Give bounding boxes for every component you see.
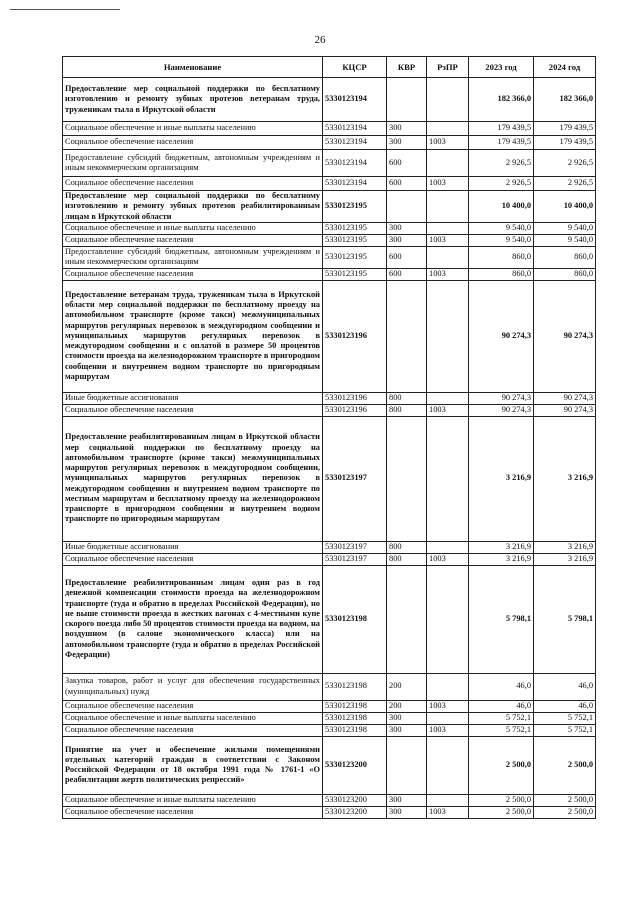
cell-rzpr xyxy=(427,247,469,269)
cell-name: Социальное обеспечение населения xyxy=(63,724,323,736)
cell-name: Иные бюджетные ассигнования xyxy=(63,541,323,553)
table-row xyxy=(63,136,596,150)
table-row xyxy=(63,78,596,122)
table-row xyxy=(63,223,596,235)
table-row xyxy=(63,404,596,416)
cell-name: Предоставление мер социальной поддержки по бесплатному изготовлению и ремонту зубных протезов ветеранам труда, труженикам тыла в Иркутской области xyxy=(63,78,323,122)
cell-2023: 860,0 xyxy=(469,268,534,280)
cell-name: Социальное обеспечение населения xyxy=(63,136,323,150)
cell-kvr xyxy=(387,280,427,392)
cell-2023: 2 500,0 xyxy=(469,794,534,806)
page-number: 26 xyxy=(314,34,326,46)
cell-code: 5330123194 xyxy=(323,122,387,136)
cell-2024: 2 926,5 xyxy=(534,150,596,177)
cell-rzpr: 1003 xyxy=(427,404,469,416)
cell-kvr xyxy=(387,736,427,794)
cell-name: Социальное обеспечение населения xyxy=(63,404,323,416)
cell-2023: 90 274,3 xyxy=(469,280,534,392)
cell-2024: 10 400,0 xyxy=(534,191,596,223)
cell-kvr xyxy=(387,78,427,122)
cell-code: 5330123196 xyxy=(323,404,387,416)
cell-rzpr xyxy=(427,280,469,392)
table-row xyxy=(63,673,596,700)
cell-kvr: 800 xyxy=(387,541,427,553)
cell-kvr: 600 xyxy=(387,177,427,191)
cell-2024: 9 540,0 xyxy=(534,235,596,247)
cell-kvr xyxy=(387,191,427,223)
table-row xyxy=(63,268,596,280)
cell-kvr: 300 xyxy=(387,806,427,818)
cell-2024: 5 752,1 xyxy=(534,712,596,724)
cell-2024: 9 540,0 xyxy=(534,223,596,235)
cell-name: Социальное обеспечение и иные выплаты населению xyxy=(63,122,323,136)
cell-2024: 860,0 xyxy=(534,247,596,269)
cell-rzpr xyxy=(427,150,469,177)
cell-2023: 9 540,0 xyxy=(469,235,534,247)
cell-2024: 2 500,0 xyxy=(534,806,596,818)
cell-2024: 90 274,3 xyxy=(534,280,596,392)
cell-rzpr xyxy=(427,416,469,541)
cell-name: Предоставление реабилитированным лицам один раз в год денежной компенсации стоимости проезда на железнодорожном транспорте (туда и обратно в пределах Российской Федерации), но не выше стоимости проезда в жестких вагонах с 4-местными купе скорого поезда либо 50 процентов стоимости проезда на водном, на воздушном (в салоне экономического класса) или на автомобильном транспорте (туда и обратно в пределах Российской Федерации) xyxy=(63,565,323,673)
cell-rzpr xyxy=(427,223,469,235)
cell-code: 5330123195 xyxy=(323,191,387,223)
cell-2024: 860,0 xyxy=(534,268,596,280)
cell-name: Предоставление субсидий бюджетным, автономным учреждениям и иным некоммерческим организациям xyxy=(63,247,323,269)
table-row xyxy=(63,736,596,794)
cell-name: Закупка товаров, работ и услуг для обеспечения государственных (муниципальных) нужд xyxy=(63,673,323,700)
cell-rzpr xyxy=(427,673,469,700)
cell-2024: 46,0 xyxy=(534,673,596,700)
cell-rzpr: 1003 xyxy=(427,700,469,712)
cell-name: Предоставление ветеранам труда, труженикам тыла в Иркутской области мер социальной поддержки по бесплатному проезду на автомобильном транспорте (кроме такси) межмуниципальных маршрутов регулярных перевозок в междугородном сообщении и муниципальных маршрутов регулярных перевозок в междугородном сообщении и с оплатой в размере 50 процентов стоимости проезда на железнодорожном транспорте в пригородном сообщении и внутреннем водном транспорте по пригородным маршрутам xyxy=(63,280,323,392)
cell-name: Социальное обеспечение населения xyxy=(63,553,323,565)
cell-rzpr xyxy=(427,392,469,404)
cell-kvr: 600 xyxy=(387,150,427,177)
cell-kvr xyxy=(387,565,427,673)
cell-code: 5330123197 xyxy=(323,416,387,541)
cell-name: Социальное обеспечение населения xyxy=(63,806,323,818)
cell-2023: 5 798,1 xyxy=(469,565,534,673)
cell-2023: 90 274,3 xyxy=(469,404,534,416)
cell-name: Предоставление субсидий бюджетным, автономным учреждениям и иным некоммерческим организациям xyxy=(63,150,323,177)
budget-table xyxy=(62,56,596,819)
table-body xyxy=(63,78,596,819)
cell-2023: 5 752,1 xyxy=(469,724,534,736)
cell-2024: 2 500,0 xyxy=(534,794,596,806)
cell-code: 5330123198 xyxy=(323,724,387,736)
cell-rzpr: 1003 xyxy=(427,136,469,150)
table-header-row xyxy=(63,57,596,78)
cell-2024: 3 216,9 xyxy=(534,416,596,541)
cell-kvr: 300 xyxy=(387,223,427,235)
cell-kvr xyxy=(387,416,427,541)
cell-kvr: 800 xyxy=(387,404,427,416)
cell-2023: 3 216,9 xyxy=(469,553,534,565)
cell-name: Социальное обеспечение и иные выплаты населению xyxy=(63,223,323,235)
cell-rzpr xyxy=(427,565,469,673)
cell-kvr: 300 xyxy=(387,712,427,724)
header-2024: 2024 год xyxy=(534,57,596,78)
cell-2023: 46,0 xyxy=(469,673,534,700)
cell-2024: 179 439,5 xyxy=(534,136,596,150)
table-row xyxy=(63,541,596,553)
cell-rzpr xyxy=(427,736,469,794)
cell-2023: 860,0 xyxy=(469,247,534,269)
cell-code: 5330123196 xyxy=(323,392,387,404)
cell-kvr: 300 xyxy=(387,794,427,806)
cell-2023: 179 439,5 xyxy=(469,122,534,136)
cell-rzpr xyxy=(427,122,469,136)
cell-2024: 2 926,5 xyxy=(534,177,596,191)
cell-2023: 90 274,3 xyxy=(469,392,534,404)
cell-name: Предоставление реабилитированным лицам в Иркутской области мер социальной поддержки по бесплатному проезду на автомобильном транспорте (кроме такси) межмуниципальных маршрутов регулярных перевозок в междугородном сообщении, муниципальных маршрутов регулярных перевозок в междугородном сообщении и внутреннем водном транспорте по местным маршрутам и бесплатному проезду на железнодорожном транспорте в пригородном сообщении и внутреннем водном транспорте по пригородным маршрутам xyxy=(63,416,323,541)
cell-name: Социальное обеспечение населения xyxy=(63,268,323,280)
cell-rzpr: 1003 xyxy=(427,553,469,565)
cell-2023: 2 500,0 xyxy=(469,806,534,818)
cell-code: 5330123195 xyxy=(323,247,387,269)
table-row xyxy=(63,392,596,404)
cell-2023: 2 500,0 xyxy=(469,736,534,794)
cell-name: Иные бюджетные ассигнования xyxy=(63,392,323,404)
cell-name: Предоставление мер социальной поддержки по бесплатному изготовлению и ремонту зубных протезов реабилитированным лицам в Иркутской области xyxy=(63,191,323,223)
cell-kvr: 300 xyxy=(387,122,427,136)
cell-2023: 3 216,9 xyxy=(469,541,534,553)
cell-2023: 179 439,5 xyxy=(469,136,534,150)
table-row xyxy=(63,794,596,806)
table-row xyxy=(63,191,596,223)
table-row xyxy=(63,700,596,712)
cell-name: Социальное обеспечение и иные выплаты населению xyxy=(63,794,323,806)
cell-2024: 5 798,1 xyxy=(534,565,596,673)
cell-code: 5330123198 xyxy=(323,673,387,700)
cell-code: 5330123196 xyxy=(323,280,387,392)
cell-kvr: 300 xyxy=(387,724,427,736)
cell-2024: 179 439,5 xyxy=(534,122,596,136)
table-row xyxy=(63,235,596,247)
cell-2024: 46,0 xyxy=(534,700,596,712)
cell-2024: 3 216,9 xyxy=(534,541,596,553)
header-kvr: КВР xyxy=(387,57,427,78)
cell-code: 5330123195 xyxy=(323,268,387,280)
cell-2023: 182 366,0 xyxy=(469,78,534,122)
cell-2023: 46,0 xyxy=(469,700,534,712)
table-row xyxy=(63,177,596,191)
cell-2023: 10 400,0 xyxy=(469,191,534,223)
header-2023: 2023 год xyxy=(469,57,534,78)
cell-rzpr xyxy=(427,712,469,724)
cell-code: 5330123200 xyxy=(323,736,387,794)
cell-2024: 90 274,3 xyxy=(534,392,596,404)
cell-rzpr xyxy=(427,794,469,806)
cell-code: 5330123198 xyxy=(323,712,387,724)
header-rzpr: РзПР xyxy=(427,57,469,78)
table-row xyxy=(63,565,596,673)
cell-rzpr xyxy=(427,191,469,223)
cell-code: 5330123198 xyxy=(323,565,387,673)
cell-rzpr: 1003 xyxy=(427,806,469,818)
cell-rzpr: 1003 xyxy=(427,235,469,247)
table-row xyxy=(63,724,596,736)
cell-code: 5330123194 xyxy=(323,150,387,177)
cell-2024: 182 366,0 xyxy=(534,78,596,122)
table-row xyxy=(63,247,596,269)
cell-rzpr: 1003 xyxy=(427,724,469,736)
table-row xyxy=(63,712,596,724)
cell-kvr: 800 xyxy=(387,553,427,565)
cell-code: 5330123200 xyxy=(323,806,387,818)
cell-kvr: 600 xyxy=(387,268,427,280)
cell-2024: 5 752,1 xyxy=(534,724,596,736)
cell-kvr: 300 xyxy=(387,136,427,150)
cell-2023: 3 216,9 xyxy=(469,416,534,541)
cell-kvr: 200 xyxy=(387,700,427,712)
cell-2024: 2 500,0 xyxy=(534,736,596,794)
cell-2023: 2 926,5 xyxy=(469,177,534,191)
cell-name: Принятие на учет и обеспечение жилыми помещениями отдельных категорий граждан в соответствии с Законом Российской Федерации от 18 октября 1991 года № 1761-1 «О реабилитации жертв политических репрессий» xyxy=(63,736,323,794)
cell-rzpr xyxy=(427,78,469,122)
table-row xyxy=(63,553,596,565)
header-name: Наименование xyxy=(63,57,323,78)
cell-code: 5330123194 xyxy=(323,177,387,191)
cell-code: 5330123195 xyxy=(323,223,387,235)
cell-2023: 9 540,0 xyxy=(469,223,534,235)
cell-name: Социальное обеспечение и иные выплаты населению xyxy=(63,712,323,724)
table-row xyxy=(63,416,596,541)
cell-name: Социальное обеспечение населения xyxy=(63,177,323,191)
cell-kvr: 200 xyxy=(387,673,427,700)
cell-code: 5330123194 xyxy=(323,78,387,122)
cell-rzpr: 1003 xyxy=(427,177,469,191)
cell-code: 5330123198 xyxy=(323,700,387,712)
cell-name: Социальное обеспечение населения xyxy=(63,235,323,247)
cell-code: 5330123200 xyxy=(323,794,387,806)
cell-kvr: 300 xyxy=(387,235,427,247)
cell-2023: 5 752,1 xyxy=(469,712,534,724)
table-row xyxy=(63,150,596,177)
cell-2024: 3 216,9 xyxy=(534,553,596,565)
cell-code: 5330123197 xyxy=(323,541,387,553)
cell-name: Социальное обеспечение населения xyxy=(63,700,323,712)
cell-rzpr xyxy=(427,541,469,553)
table-row xyxy=(63,122,596,136)
cell-rzpr: 1003 xyxy=(427,268,469,280)
header-code: КЦСР xyxy=(323,57,387,78)
cell-kvr: 600 xyxy=(387,247,427,269)
cell-2023: 2 926,5 xyxy=(469,150,534,177)
cell-code: 5330123195 xyxy=(323,235,387,247)
top-rule xyxy=(10,9,120,10)
cell-2024: 90 274,3 xyxy=(534,404,596,416)
table-row xyxy=(63,280,596,392)
table-row xyxy=(63,806,596,818)
cell-code: 5330123197 xyxy=(323,553,387,565)
cell-code: 5330123194 xyxy=(323,136,387,150)
cell-kvr: 800 xyxy=(387,392,427,404)
